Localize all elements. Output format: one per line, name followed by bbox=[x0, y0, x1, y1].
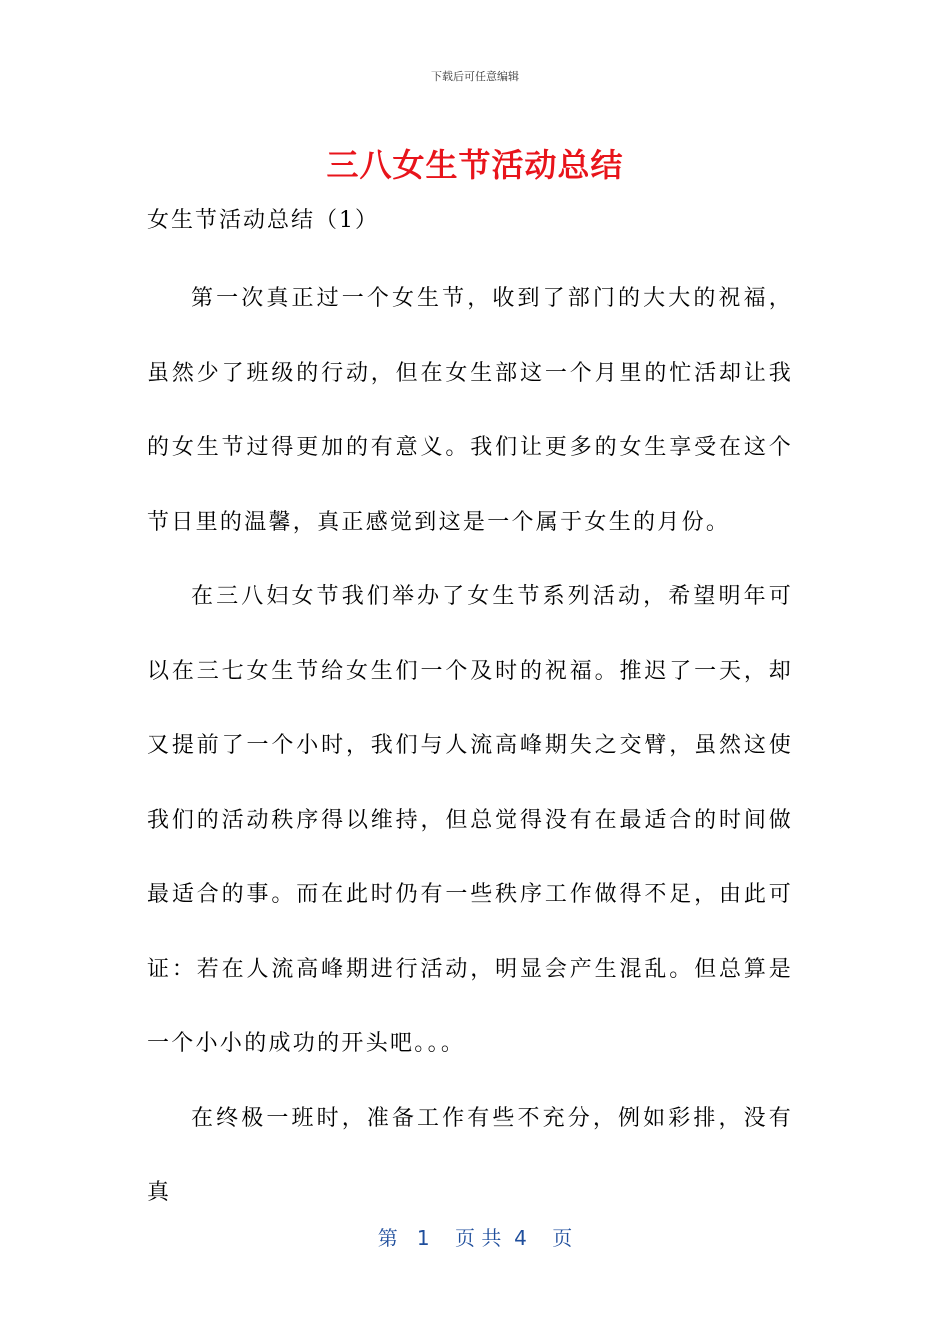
paragraph: 在三八妇女节我们举办了女生节系列活动，希望明年可以在三七女生节给女生们一个及时的祝福。推迟了一天，却又提前了一个小时，我们与人流高峰期失之交臂，虽然这使我们的活动秩序得以维持，但总觉得没有在最适合的时间做最适合的事。而在此时仍有一些秩序工作做得不足，由此可证：若在人流高峰期进行活动，明显会产生混乱。但总算是一个小小的成功的开头吧。。。 bbox=[147, 584, 793, 1056]
document-subtitle: 女生节活动总结（1） bbox=[147, 208, 379, 233]
page-number-footer: 第 1 页 共 4 页 bbox=[377, 1226, 573, 1250]
document-body bbox=[147, 262, 793, 1231]
paragraph: 第一次真正过一个女生节，收到了部门的大大的祝福，虽然少了班级的行动，但在女生部这一个月里的忙活却让我的女生节过得更加的有意义。我们让更多的女生享受在这个节日里的温馨，真正感觉到这是一个属于女生的月份。 bbox=[147, 286, 793, 535]
document-title: 三八女生节活动总结 bbox=[326, 146, 624, 184]
header-note: 下载后可任意编辑 bbox=[431, 70, 519, 83]
paragraph: 在终极一班时，准备工作有些不充分，例如彩排，没有真 bbox=[147, 1105, 793, 1205]
